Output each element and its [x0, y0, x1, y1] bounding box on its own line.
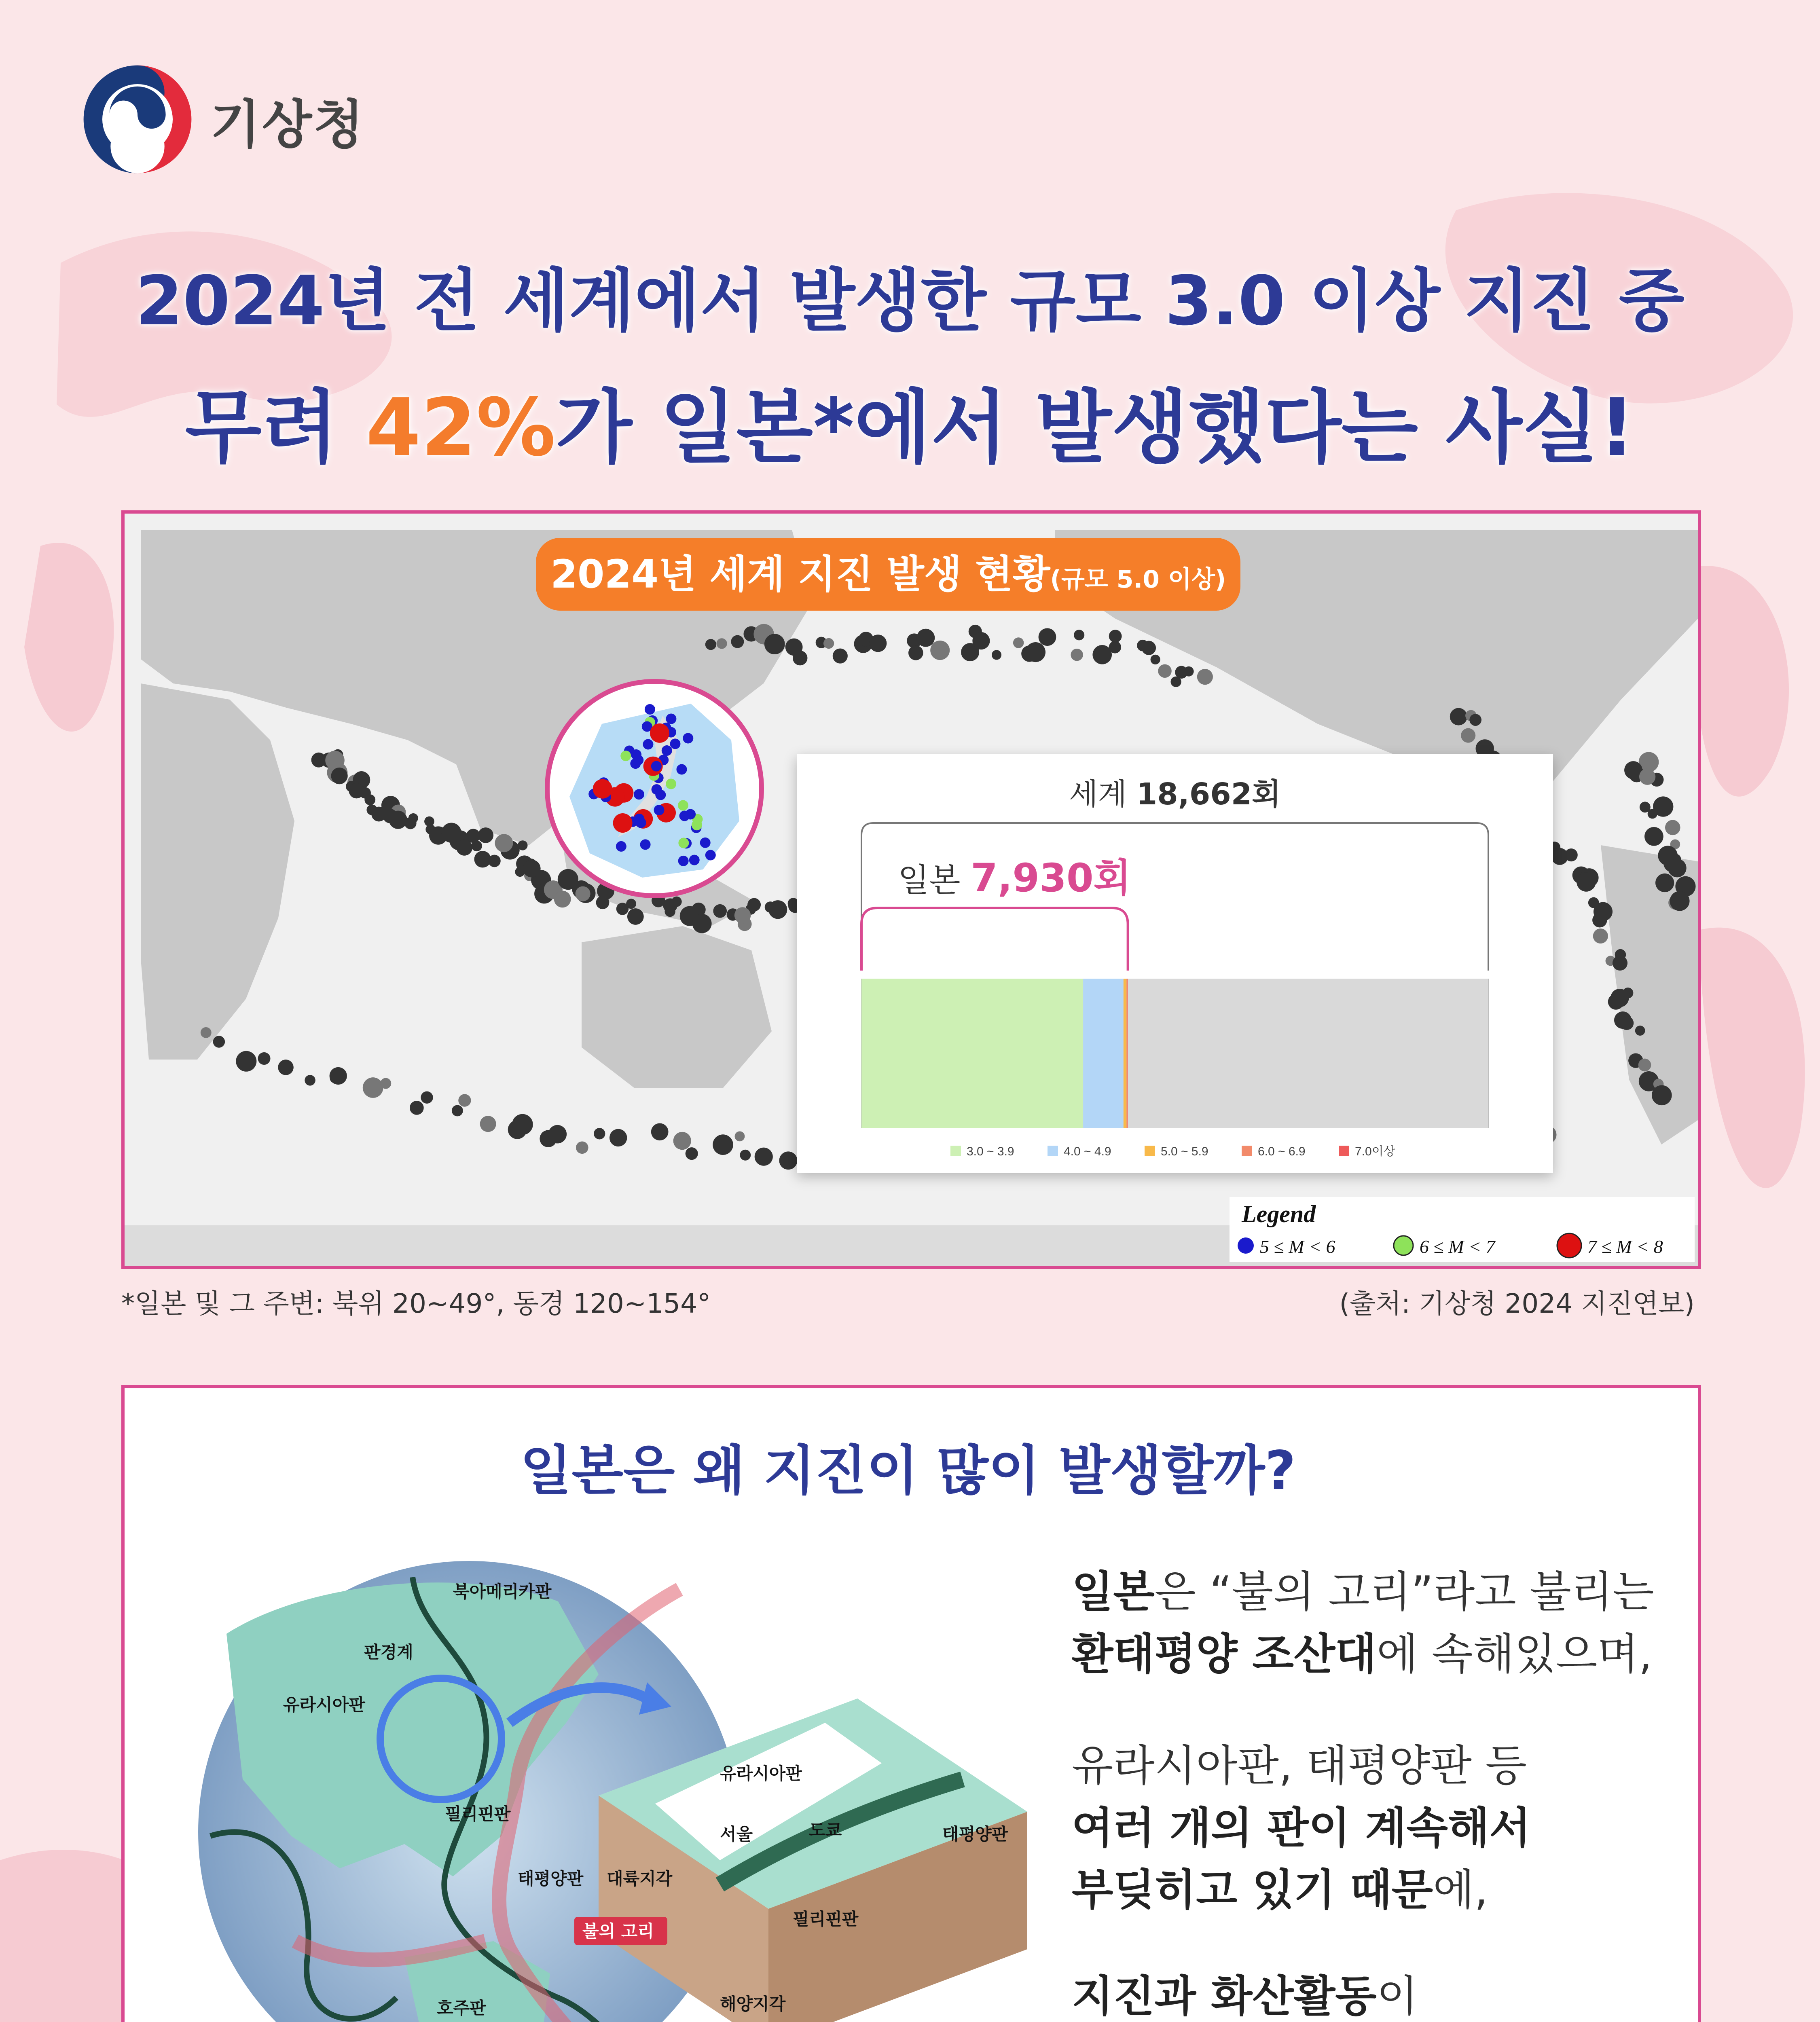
earthquake-dot [651, 1123, 669, 1140]
earthquake-dot [201, 1027, 212, 1038]
earthquake-dot [740, 1150, 751, 1161]
earthquake-dot [576, 886, 590, 901]
japan-earthquake-dot [645, 704, 655, 715]
earthquake-dot [1142, 641, 1156, 655]
earthquake-dot [554, 891, 571, 908]
label-north-america-plate: 북아메리카판 [453, 1582, 552, 1601]
earthquake-dot [441, 823, 461, 842]
earthquake-dot [793, 651, 807, 665]
earthquake-dot [713, 904, 727, 918]
p2-line1: 유라시아판, 태평양판 등 [1072, 1741, 1527, 1791]
label-pacific-plate: 태평양판 [518, 1869, 584, 1889]
earthquake-dot [363, 1077, 383, 1098]
map-title-badge [536, 538, 1240, 611]
headline-line1: 2024년 전 세계에서 발생한 규모 3.0 이상 지진 중 [135, 261, 1685, 341]
p2-bold-3: 부딪히고 있기 때문 [1072, 1865, 1433, 1915]
map-title-sub: (규모 5.0 이상) [1050, 565, 1226, 594]
earthquake-dot [747, 898, 761, 912]
earthquake-dot [1638, 1059, 1651, 1072]
chart-legend-label-1: 4.0 ~ 4.9 [1064, 1145, 1111, 1158]
source-note: (출처: 기상청 2024 지진연보) [1339, 1288, 1695, 1319]
earthquake-dot [833, 648, 848, 663]
earthquake-dot [908, 645, 923, 660]
earthquake-dot [823, 638, 834, 649]
legend-label-7: 7 ≤ M < 8 [1587, 1236, 1663, 1257]
earthquake-dot [1613, 956, 1627, 971]
chart-legend-label-0: 3.0 ~ 3.9 [967, 1145, 1014, 1158]
region-note: *일본 및 그 주변: 북위 20~49°, 동경 120~154° [121, 1288, 711, 1319]
headline-suffix: 가 일본*에서 발생했다는 사실! [555, 382, 1635, 474]
label-continental-crust: 대륙지각 [607, 1869, 673, 1889]
earthquake-dot [1026, 642, 1045, 662]
earthquake-count-card [797, 754, 1553, 1173]
japan-earthquake-dot [666, 779, 676, 789]
earthquake-dot [512, 1114, 533, 1135]
earthquake-dot [765, 901, 776, 913]
earthquake-dot [523, 860, 541, 878]
bar-segment-1 [1083, 979, 1124, 1128]
earthquake-dot [471, 841, 482, 852]
earthquake-dot [325, 751, 345, 770]
p2-line2: 여러 개의 판이 계속해서 [1072, 1803, 1531, 1853]
p1-line1 [1072, 1561, 1654, 1623]
japan-earthquake-dot [662, 745, 672, 756]
label-block-pacific: 태평양판 [942, 1824, 1008, 1844]
earthquake-dot [1158, 664, 1171, 678]
earthquake-dot [278, 1060, 293, 1075]
label-oceanic-crust: 해양지각 [720, 1994, 786, 2014]
earthquake-dot [692, 914, 712, 933]
legend-label-6: 6 ≤ M < 7 [1420, 1236, 1495, 1257]
label-seoul: 서울 [720, 1824, 753, 1844]
japan-total: 7,930회 [971, 855, 1131, 901]
earthquake-dot [779, 1151, 798, 1170]
japan-earthquake-dot [643, 739, 653, 750]
earthquake-dot [1610, 989, 1629, 1007]
chart-legend-swatch-3 [1242, 1146, 1252, 1156]
japan-earthquake-dot [678, 856, 689, 866]
earthquake-dot [408, 813, 418, 823]
earthquake-dot [972, 632, 990, 649]
legend-label-5: 5 ≤ M < 6 [1260, 1236, 1335, 1257]
p3-line1 [1072, 1965, 1472, 2022]
japan-earthquake-dot [683, 733, 693, 744]
japan-earthquake-dot [654, 805, 665, 815]
earthquake-dot [869, 635, 887, 652]
earthquake-dot [480, 1116, 496, 1132]
p1-rest-2: 에 속해있으며, [1376, 1629, 1653, 1679]
earthquake-dot [1170, 677, 1181, 687]
japan-earthquake-dot [670, 738, 680, 749]
chart-legend-swatch-0 [950, 1146, 961, 1156]
p1-bold-2: 환태평양 조산대 [1072, 1629, 1377, 1679]
headline-prefix: 무려 [185, 382, 366, 474]
earthquake-dot [735, 1131, 745, 1141]
earthquake-dot [421, 1091, 433, 1104]
earthquake-dot [1039, 628, 1056, 646]
label-plate-boundary: 판경계 [364, 1642, 413, 1662]
taegeuk-logo-icon [79, 61, 196, 178]
p2-line3 [1072, 1859, 1531, 1921]
chart-legend-swatch-2 [1145, 1146, 1155, 1156]
earthquake-dot [1665, 820, 1680, 835]
bar-segment-0 [861, 979, 1083, 1128]
earthquake-dot [755, 1148, 773, 1166]
earthquake-dot [1639, 769, 1655, 785]
p3-bold-1: 지진과 화산활동 [1072, 1971, 1377, 2021]
legend-dot-5 [1238, 1237, 1254, 1254]
earthquake-dot [1074, 630, 1084, 640]
earthquake-dot [258, 1052, 271, 1065]
earthquake-dot [1184, 666, 1194, 677]
label-eurasia-plate: 유라시아판 [283, 1695, 365, 1715]
japan-earthquake-dot [666, 713, 676, 724]
japan-earthquake-dot [631, 749, 641, 760]
japan-earthquake-dot [676, 764, 687, 775]
earthquake-dot [1635, 1026, 1645, 1036]
explain-paragraph-3 [1072, 1965, 1472, 2022]
bar-segment-3 [1126, 979, 1127, 1128]
earthquake-dot [389, 811, 407, 829]
japan-earthquake-dot [689, 855, 700, 865]
world-label: 세계 [1069, 777, 1127, 812]
earthquake-dot [1197, 669, 1213, 685]
earthquake-dot [364, 794, 375, 805]
earthquake-dot [410, 1101, 424, 1115]
earthquake-dot [1670, 891, 1690, 911]
headline-percentage: 42% [366, 382, 556, 474]
japan-earthquake-dot [700, 838, 711, 848]
australia-land [582, 926, 772, 1088]
explanation-question: 일본은 왜 지진이 많이 발생할까? [520, 1440, 1296, 1502]
earthquake-dot [1648, 809, 1657, 819]
earthquake-dot [548, 1125, 567, 1144]
earthquake-dot [1479, 742, 1490, 753]
earthquake-dot [1644, 827, 1663, 846]
earthquake-dot [930, 641, 950, 660]
chart-legend-swatch-4 [1339, 1146, 1349, 1156]
earthquake-dot [716, 638, 727, 649]
chart-legend-label-2: 5.0 ~ 5.9 [1161, 1145, 1208, 1158]
earthquake-dot [992, 650, 1001, 660]
earthquake-dot [1461, 728, 1475, 743]
p1-line2 [1072, 1623, 1654, 1686]
legend-dot-6 [1394, 1236, 1413, 1255]
earthquake-dot [236, 1051, 256, 1072]
label-ring-of-fire: 불의 고리 [582, 1921, 654, 1941]
earthquake-dot [495, 834, 513, 852]
earthquake-dot [671, 897, 682, 907]
chart-legend-label-4: 7.0이상 [1355, 1145, 1395, 1158]
earthquake-dot [1071, 649, 1083, 661]
earthquake-dot [764, 634, 785, 654]
chart-legend-label-3: 6.0 ~ 6.9 [1258, 1145, 1306, 1158]
earthquake-dot [916, 629, 935, 647]
earthquake-dot [330, 1067, 347, 1085]
headline-line2 [0, 364, 1820, 478]
label-block-eurasia: 유라시아판 [720, 1764, 802, 1783]
earthquake-dot [1151, 655, 1160, 664]
p3-rest-1: 이 [1376, 1971, 1418, 2021]
japan-earthquake-dot [705, 850, 716, 861]
label-tokyo: 도쿄 [809, 1820, 842, 1840]
japan-bracket [861, 908, 1128, 971]
earthquake-dot [331, 768, 348, 784]
japan-earthquake-dot [685, 809, 696, 819]
agency-name: 기상청 [210, 95, 365, 155]
japan-earthquake-dot [678, 800, 688, 811]
earthquake-dot [1668, 859, 1687, 878]
earthquake-dot [609, 1129, 627, 1146]
label-philippine-plate: 필리핀판 [445, 1804, 511, 1824]
label-block-philippine: 필리핀판 [793, 1909, 859, 1929]
japan-earthquake-dot [593, 779, 612, 799]
bar-segment-2 [1124, 979, 1126, 1128]
japan-earthquake-dot [678, 838, 689, 848]
world-bracket [861, 823, 1488, 971]
earthquake-dot [734, 907, 751, 923]
map-title: 2024년 세계 지진 발생 현황 [550, 552, 1050, 597]
p2-rest-3: 에, [1433, 1865, 1488, 1915]
earthquake-dot [458, 1094, 471, 1106]
explain-paragraph-1 [1072, 1561, 1654, 1685]
earthquake-dot [576, 1142, 588, 1154]
earthquake-dot [1620, 1016, 1634, 1030]
earthquake-dot [1652, 1085, 1672, 1106]
chart-legend-swatch-1 [1048, 1146, 1058, 1156]
earthquake-dot [596, 896, 609, 909]
earthquake-dot [1577, 872, 1596, 892]
legend-dot-7 [1557, 1233, 1581, 1258]
japan-earthquake-dot [692, 820, 702, 830]
earthquake-dot [594, 1128, 605, 1139]
plate-tectonics-diagram [194, 1553, 1084, 2022]
earthquake-dot [713, 1134, 733, 1155]
japan-earthquake-dot [640, 839, 651, 850]
stacked-bar-chart [797, 754, 1553, 1173]
map-legend [1230, 1197, 1695, 1262]
world-total: 18,662회 [1136, 777, 1281, 812]
earthquake-dot [452, 1105, 463, 1117]
earthquake-dot [1551, 848, 1568, 865]
earthquake-dot [311, 753, 326, 768]
japan-earthquake-dot [651, 761, 662, 772]
p1-bold-1: 일본 [1072, 1567, 1155, 1617]
japan-label: 일본 [898, 861, 961, 899]
earthquake-dot [456, 840, 472, 856]
earthquake-dot [1109, 641, 1121, 653]
earthquake-dot [673, 1132, 691, 1150]
earthquake-dot [705, 639, 716, 650]
japan-earthquake-dot [616, 841, 626, 852]
earthquake-dot [616, 903, 629, 915]
japan-earthquake-dot [655, 790, 666, 800]
japan-earthquake-dot [650, 723, 669, 743]
earthquake-dot [1109, 630, 1122, 643]
earthquake-dot [380, 1078, 391, 1089]
earthquake-dot [627, 908, 644, 925]
earthquake-dot [1013, 637, 1024, 648]
legend-title: Legend [1242, 1201, 1316, 1227]
earthquake-dot [1593, 929, 1608, 943]
p1-rest-1: 은 “불의 고리”라고 불리는 [1154, 1567, 1654, 1617]
explain-paragraph-2 [1072, 1735, 1531, 1921]
earthquake-dot [686, 1147, 698, 1160]
earthquake-dot [488, 855, 501, 867]
earthquake-dot [1469, 714, 1481, 726]
japan-earthquake-dot [634, 789, 644, 799]
japan-earthquake-dot [613, 813, 633, 833]
earthquake-dot [1592, 913, 1607, 927]
earthquake-dot [305, 1075, 315, 1086]
earthquake-dot [1450, 708, 1467, 725]
earthquake-dot [1655, 874, 1674, 892]
earthquake-dot [478, 827, 494, 843]
earthquake-dot [213, 1036, 225, 1047]
label-australia-plate: 호주판 [437, 1998, 486, 2018]
earthquake-dot [518, 840, 528, 850]
japan-earthquake-dot [620, 751, 631, 761]
earthquake-dot [731, 635, 744, 648]
